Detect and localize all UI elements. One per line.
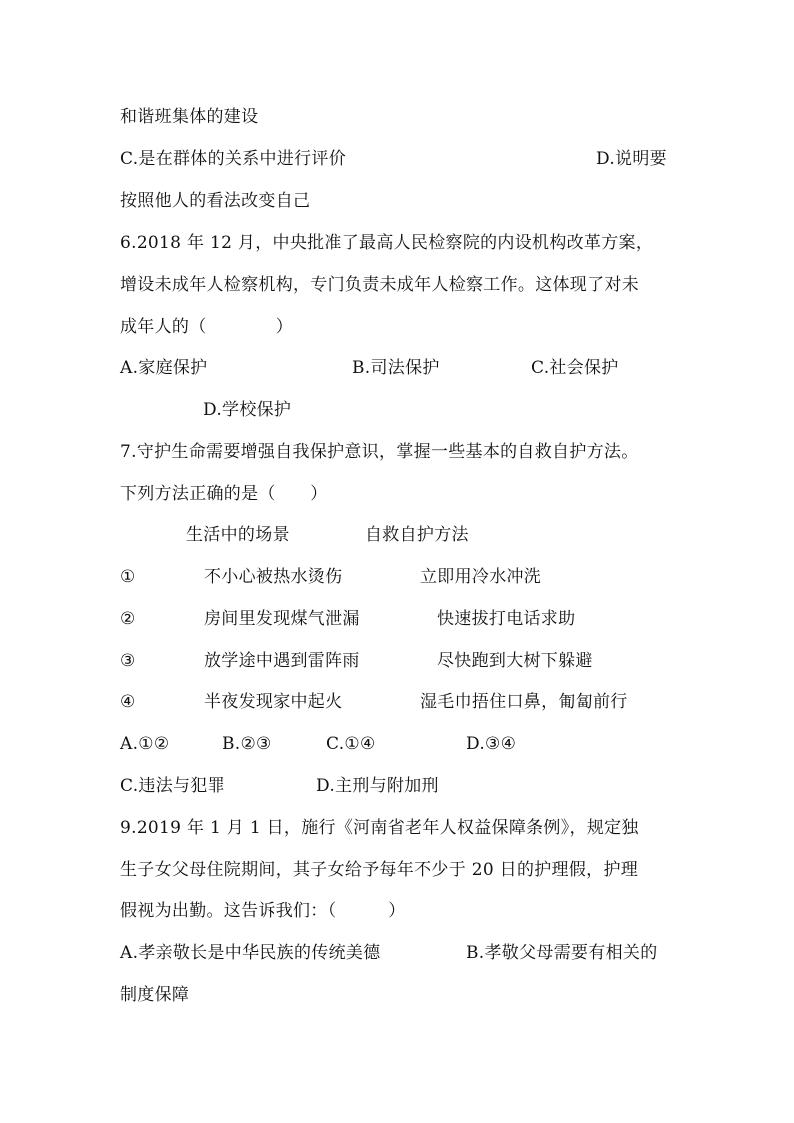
text-line [120,190,310,212]
question-9-stem [120,817,639,839]
table-row-number [120,566,136,588]
scene-text: 半夜发现家中起火 [204,692,343,712]
method-text: 立即用冷水冲洗 [420,567,542,587]
table-row-number [120,650,136,672]
question-text: 9.2019 年 1 月 1 日，施行《河南省老年人权益保障条例》，规定独 [120,818,639,838]
table-row-scene [204,566,342,588]
question-text: 增设未成年人检察机构，专门负责未成年人检察工作。这体现了对未 [120,275,639,295]
text-continuation: 和谐班集体的建设 [120,107,259,127]
option-c-q6 [531,357,619,379]
option-b-q9 [466,942,658,964]
option-text: A.孝亲敬长是中华民族的传统美德 [120,943,381,963]
option-d-q5-continued: 按照他人的看法改变自己 [120,191,311,211]
table-row-method [420,566,541,588]
option-c-q8 [120,775,225,797]
table-row-scene [204,650,360,672]
row-marker: ① [120,567,136,587]
row-marker: ③ [120,651,136,671]
option-text: B.司法保护 [352,358,440,378]
question-text: 下列方法正确的是（ ） [120,484,328,504]
option-d-q5: D.说明要 [596,149,667,169]
option-text: D.③④ [466,734,517,754]
table-row-number [120,608,136,630]
header-text: 生活中的场景 [186,525,290,545]
table-row-number [120,691,136,713]
option-d-q8 [316,775,439,797]
question-6-stem [120,316,293,338]
option-b-q7 [222,733,272,755]
scene-text: 放学途中遇到雷阵雨 [204,651,360,671]
question-text: 成年人的（ ） [120,317,293,337]
method-text: 快速拔打电话求助 [437,609,576,629]
question-7-stem [120,483,328,505]
option-text: D.学校保护 [203,400,292,420]
option-text: B.孝敬父母需要有相关的 [466,943,658,963]
row-marker: ② [120,609,136,629]
question-text: 假视为出勤。这告诉我们：（ ） [120,901,406,921]
table-row-method [420,691,628,713]
text-line [120,106,258,128]
table-row-method [437,650,593,672]
option-text: B.②③ [222,734,272,754]
table-row-method [437,608,575,630]
option-b-q9-continued [120,984,189,1006]
option-text: C.社会保护 [531,358,619,378]
option-d-q7 [466,733,516,755]
question-text: 生子女父母住院期间，其子女给予每年不少于 20 日的护理假，护理 [120,860,639,880]
table-header-method [365,524,469,546]
scene-text: 房间里发现煤气泄漏 [204,609,360,629]
option-a-q6 [120,357,207,379]
question-6-stem [120,274,639,296]
option-text: A.①② [120,734,170,754]
text-line [596,148,667,170]
question-7-stem [120,441,639,463]
option-text: 制度保障 [120,985,190,1005]
option-a-q9 [120,942,380,964]
table-row-scene [204,691,342,713]
scene-text: 不小心被热水烫伤 [204,567,343,587]
header-text: 自救自护方法 [365,525,469,545]
table-row-scene [204,608,360,630]
row-marker: ④ [120,692,136,712]
option-a-q7 [120,733,169,755]
option-c-q7 [326,733,376,755]
option-text: A.家庭保护 [120,358,208,378]
question-9-stem [120,900,406,922]
option-text: C.违法与犯罪 [120,776,225,796]
question-text: 6.2018 年 12 月，中央批准了最高人民检察院的内设机构改革方案， [120,233,654,253]
text-line [120,148,346,170]
option-b-q6 [352,357,440,379]
question-9-stem [120,859,638,881]
option-d-q6 [203,399,291,421]
method-text: 尽快跑到大树下躲避 [437,651,593,671]
question-6-stem [120,232,653,254]
option-text: C.①④ [326,734,376,754]
question-text: 7.守护生命需要增强自我保护意识，掌握一些基本的自救自护方法。 [120,442,639,462]
option-text: D.主刑与附加刑 [316,776,439,796]
option-c-q5: C.是在群体的关系中进行评价 [120,149,347,169]
method-text: 湿毛巾捂住口鼻，匍匐前行 [420,692,628,712]
table-header-scene [186,524,290,546]
